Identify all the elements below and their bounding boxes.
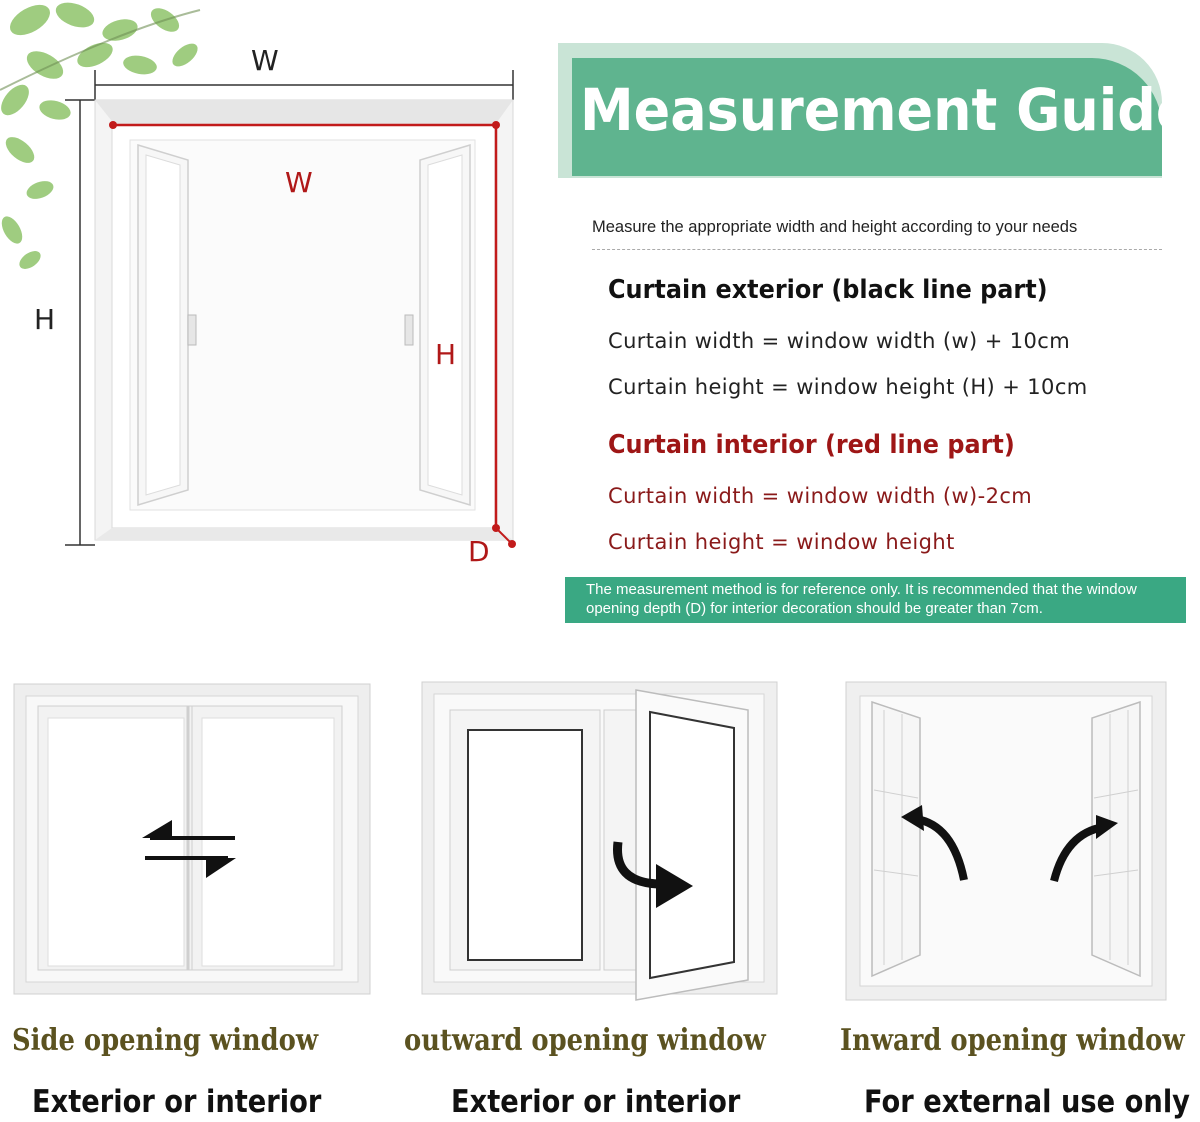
page-title: Measurement Guide <box>580 76 1193 144</box>
interior-title: Curtain interior (red line part) <box>608 430 1015 460</box>
inner-width-label: W <box>285 166 313 199</box>
outer-width-label: W <box>251 44 279 77</box>
curved-arrow-inward-right-icon <box>1046 815 1121 885</box>
window-type-outward: outward opening window <box>404 1023 766 1058</box>
swap-arrows-icon <box>140 818 240 880</box>
inner-height-label: H <box>435 338 457 371</box>
window-measurement-diagram <box>0 40 560 580</box>
intro-text: Measure the appropriate width and height according to your needs <box>592 218 1078 236</box>
window-usage-outward: Exterior or interior <box>451 1084 741 1120</box>
depth-label: D <box>468 535 490 568</box>
exterior-title: Curtain exterior (black line part) <box>608 275 1048 305</box>
window-usage-inward: For external use only <box>864 1084 1190 1120</box>
note-text: The measurement method is for reference only. It is recommended that the window opening depth (D) for interior decoration should be greater than 7cm. <box>586 581 1137 617</box>
interior-width-rule: Curtain width = window width (w)-2cm <box>608 484 1033 508</box>
curved-arrow-outward-icon <box>608 832 698 912</box>
exterior-height-rule: Curtain height = window height (H) + 10cm <box>608 375 1088 399</box>
window-usage-side: Exterior or interior <box>32 1084 322 1120</box>
outward-opening-window-image <box>418 680 783 1002</box>
window-type-side: Side opening window <box>12 1023 319 1058</box>
divider <box>592 249 1162 250</box>
outer-height-label: H <box>34 303 56 336</box>
window-type-inward: Inward opening window <box>840 1023 1185 1058</box>
exterior-width-rule: Curtain width = window width (w) + 10cm <box>608 329 1071 353</box>
interior-height-rule: Curtain height = window height <box>608 530 955 554</box>
curved-arrow-inward-left-icon <box>898 805 973 885</box>
